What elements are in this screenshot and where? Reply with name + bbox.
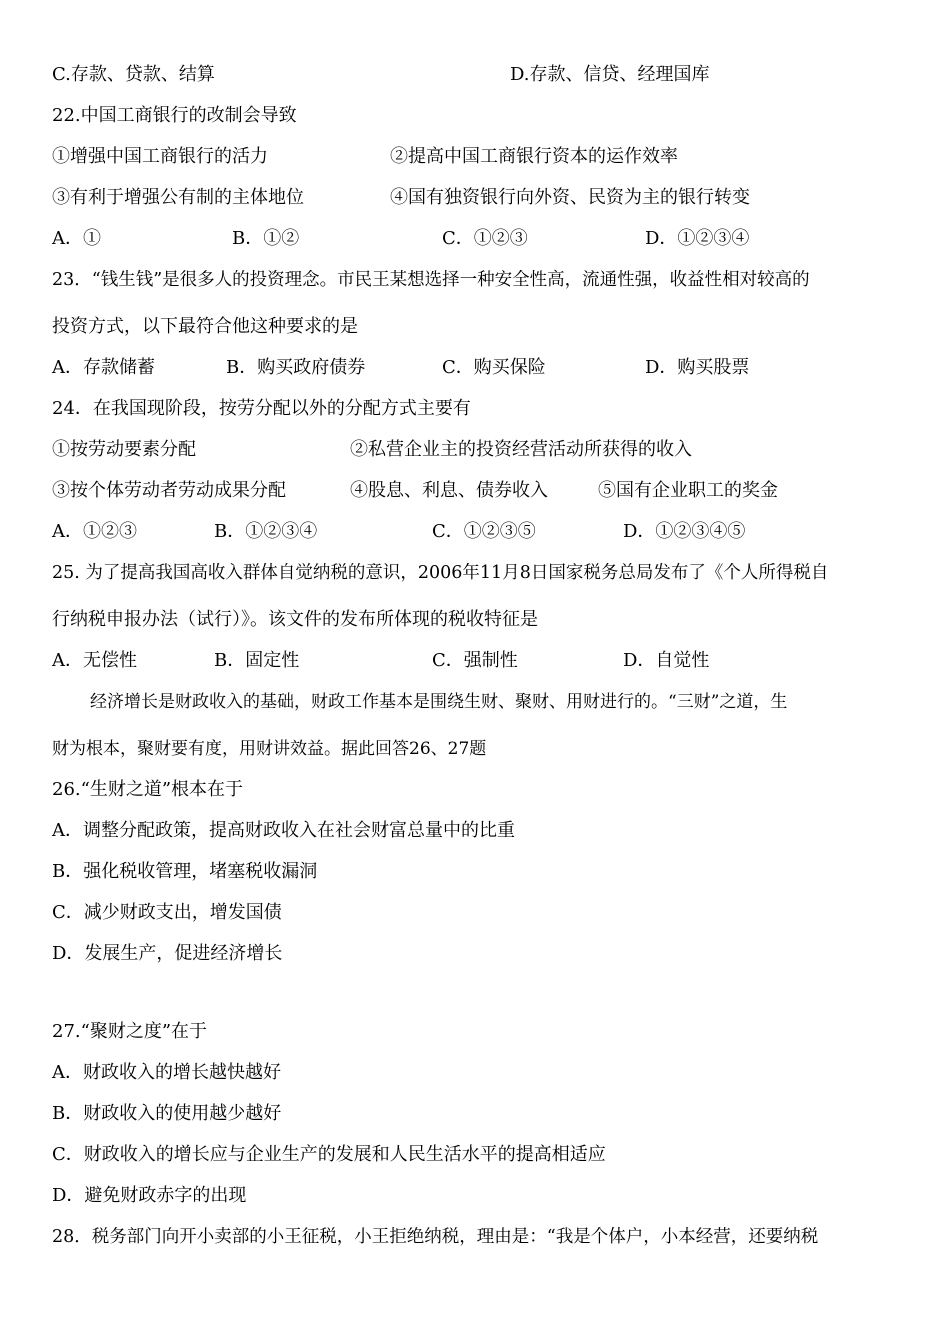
question-24: 24．在我国现阶段，按劳分配以外的分配方式主要有	[52, 398, 471, 419]
option-a: A．①	[52, 228, 101, 249]
option-d: D．自觉性	[623, 650, 710, 671]
option-b: B．①②③④	[214, 521, 318, 542]
option-c: C．强制性	[432, 650, 518, 671]
q26-option-b: B．强化税收管理，堵塞税收漏洞	[52, 861, 318, 882]
q27-option-b: B．财政收入的使用越少越好	[52, 1103, 282, 1124]
option-b: B．固定性	[214, 650, 300, 671]
question-23-cont: 投资方式，以下最符合他这种要求的是	[52, 316, 358, 337]
question-27: 27.“聚财之度”在于	[52, 1021, 208, 1042]
statement-5: ⑤国有企业职工的奖金	[598, 480, 778, 501]
question-28: 28．税务部门向开小卖部的小王征税，小王拒绝纳税，理由是：“我是个体户，小本经营，还要纳税	[52, 1227, 819, 1247]
question-26: 26.“生财之道”根本在于	[52, 779, 244, 800]
question-23: 23．“钱生钱”是很多人的投资理念。市民王某想选择一种安全性高，流通性强，收益性相对较高的	[52, 270, 810, 290]
option-c: C．购买保险	[442, 357, 546, 378]
option-d: D．①②③④⑤	[623, 521, 746, 542]
statement-1: ①增强中国工商银行的活力	[52, 146, 268, 167]
question-25-cont: 行纳税申报办法（试行）》。该文件的发布所体现的税收特征是	[52, 609, 538, 630]
q27-option-d: D．避免财政赤字的出现	[52, 1185, 247, 1206]
statement-4: ④国有独资银行向外资、民资为主的银行转变	[390, 187, 750, 208]
option-a: A．①②③	[52, 521, 137, 542]
q26-option-a: A．调整分配政策，提高财政收入在社会财富总量中的比重	[52, 820, 515, 841]
option-d: D．①②③④	[645, 228, 750, 249]
question-25: 25. 为了提高我国高收入群体自觉纳税的意识，2006年11月8日国家税务总局发布了《个人所得税自	[52, 563, 829, 583]
q26-option-c: C．减少财政支出，增发国债	[52, 902, 282, 923]
statement-3: ③有利于增强公有制的主体地位	[52, 187, 304, 208]
option-d: D.存款、信贷、经理国库	[510, 64, 710, 85]
material-paragraph: 经济增长是财政收入的基础，财政工作基本是围绕生财、聚财、用财进行的。“三财”之道，生	[90, 692, 788, 712]
option-c: C．①②③⑤	[432, 521, 536, 542]
q27-option-c: C．财政收入的增长应与企业生产的发展和人民生活水平的提高相适应	[52, 1144, 606, 1165]
statement-4: ④股息、利息、债券收入	[350, 480, 548, 501]
statement-2: ②提高中国工商银行资本的运作效率	[390, 146, 678, 167]
statement-2: ②私营企业主的投资经营活动所获得的收入	[350, 439, 692, 460]
q27-option-a: A．财政收入的增长越快越好	[52, 1062, 281, 1083]
option-a: A．存款储蓄	[52, 357, 155, 378]
option-b: B．购买政府债券	[226, 357, 366, 378]
q26-option-d: D．发展生产，促进经济增长	[52, 943, 283, 964]
option-b: B．①②	[232, 228, 300, 249]
option-c: C.存款、贷款、结算	[52, 64, 215, 85]
statement-1: ①按劳动要素分配	[52, 439, 196, 460]
material-paragraph-cont: 财为根本，聚财要有度，用财讲效益。据此回答26、27题	[52, 739, 487, 759]
option-d: D．购买股票	[645, 357, 750, 378]
option-a: A．无偿性	[52, 650, 137, 671]
option-c: C．①②③	[442, 228, 528, 249]
statement-3: ③按个体劳动者劳动成果分配	[52, 480, 286, 501]
question-22: 22.中国工商银行的改制会导致	[52, 105, 297, 126]
